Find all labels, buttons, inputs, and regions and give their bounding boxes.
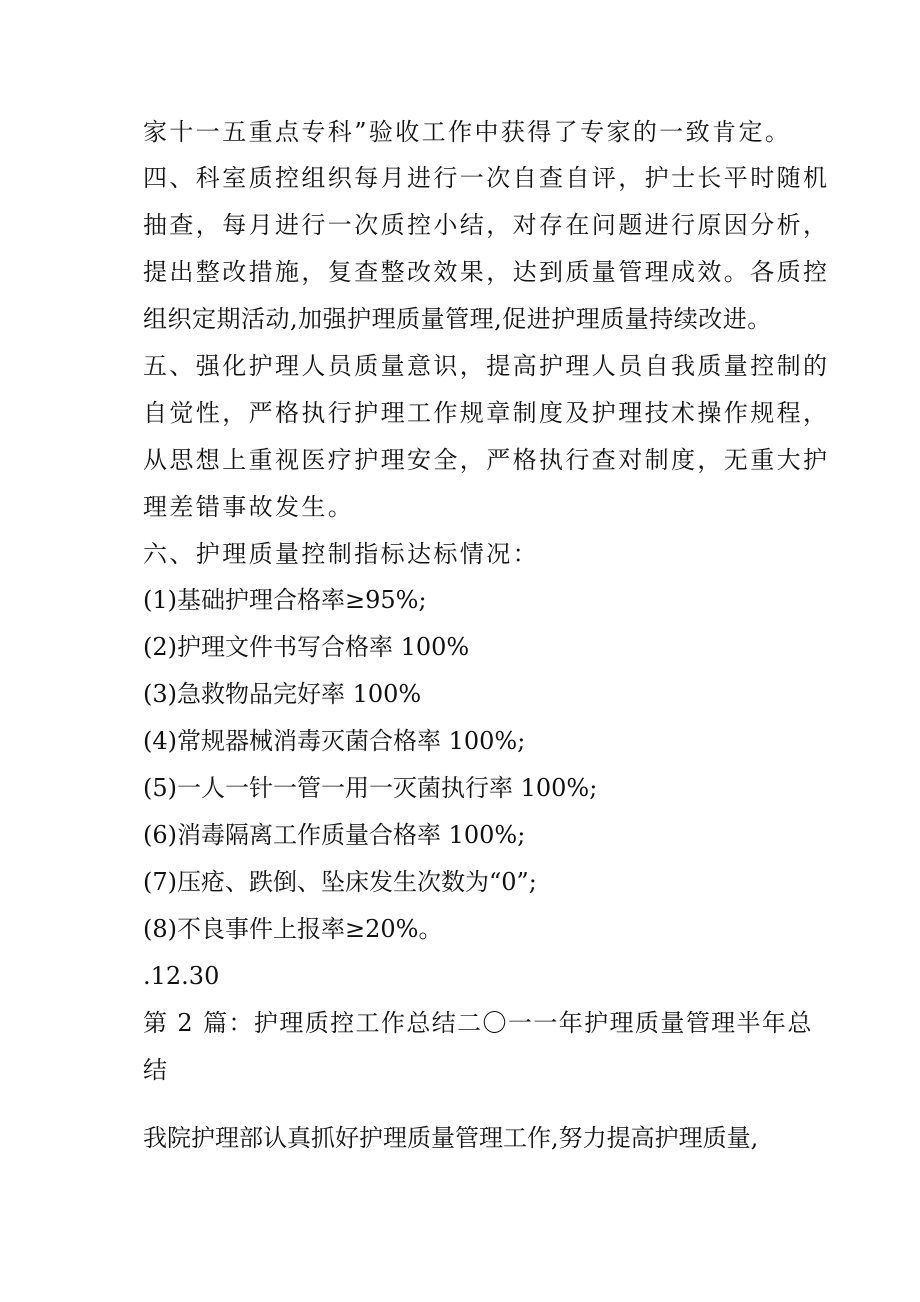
list-item: (2)护理文件书写合格率 100%	[143, 633, 470, 661]
list-item: (5)一人一针一管一用一灭菌执行率 100%;	[143, 774, 598, 802]
section-heading-continued: 结	[143, 1056, 167, 1084]
paragraph-line: 组织定期活动,加强护理质量管理,促进护理质量持续改进。	[143, 305, 772, 333]
paragraph-line: 自觉性，严格执行护理工作规章制度及护理技术操作规程，	[143, 399, 830, 427]
paragraph-line: 家十一五重点专科”验收工作中获得了专家的一致肯定。	[143, 118, 792, 146]
paragraph-line: 理差错事故发生。	[143, 493, 355, 521]
section-heading: 第 2 篇：护理质控工作总结二〇一一年护理质量管理半年总	[143, 1009, 813, 1037]
paragraph-line: 五、强化护理人员质量意识，提高护理人员自我质量控制的	[143, 352, 830, 380]
paragraph-line: 从思想上重视医疗护理安全，严格执行查对制度，无重大护	[143, 446, 830, 474]
list-item: (1)基础护理合格率≥95%;	[143, 586, 427, 614]
list-item: (4)常规器械消毒灭菌合格率 100%;	[143, 727, 526, 755]
list-item: (3)急救物品完好率 100%	[143, 680, 422, 708]
date-line: .12.30	[143, 962, 220, 990]
list-item: (8)不良事件上报率≥20%。	[143, 915, 443, 943]
list-item: (6)消毒隔离工作质量合格率 100%;	[143, 821, 526, 849]
paragraph-line: 抽查，每月进行一次质控小结，对存在问题进行原因分析，	[143, 211, 830, 239]
list-item: (7)压疮、跌倒、坠床发生次数为“0”;	[143, 868, 537, 896]
paragraph-line: 提出整改措施，复查整改效果，达到质量管理成效。各质控	[143, 258, 830, 286]
paragraph-line: 四、科室质控组织每月进行一次自查自评，护士长平时随机	[143, 164, 830, 192]
paragraph-line: 六、护理质量控制指标达标情况：	[143, 540, 539, 568]
paragraph-line: 我院护理部认真抓好护理质量管理工作,努力提高护理质量,	[143, 1124, 759, 1152]
